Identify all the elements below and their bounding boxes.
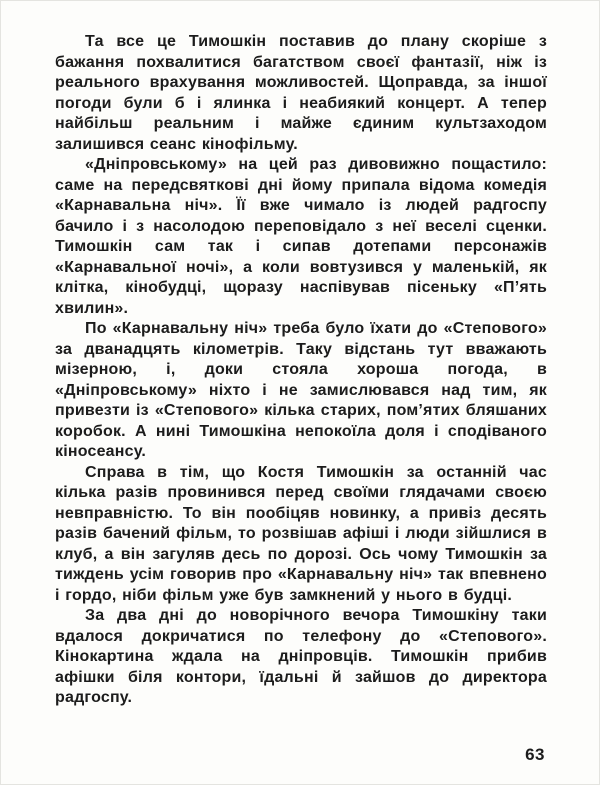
paragraph-3: По «Карнавальну ніч» треба було їхати до «Степового» за дванадцять кілометрів. Таку відстань тут вважають мізерною, і, доки стояла хороша погода, в «Дніпровському» ніхто і не замислювався над тим, як привезти із «Степового» кілька старих, пом’ятих бляшаних коробок. А нині Тимошкіна непокоїла доля і сподіваного кіносеансу.	[55, 320, 547, 460]
paragraph-1: Та все це Тимошкін поставив до плану скоріше з бажання похвалитися багатством своєї фантазії, ніж із реального врахування можливостей. Щоправда, за іншої погоди були б і ялинка і неабиякий концерт. А тепер найбільш реальним і майже єдиним культзаходом залишився сеанс кінофільму.	[55, 33, 547, 153]
paragraph-2: «Дніпровському» на цей раз дивовижно пощастило: саме на передсвяткові дні йому припала відома комедія «Карнавальна ніч». Її вже чимало із людей радгоспу бачило і з насолодою переповідало з неї веселі сценки. Тимошкін сам так і сипав дотепами персонажів «Карнавальної ночі», а коли вовтузився у маленькій, як клітка, кінобудці, щоразу наспівував пісеньку «П’ять хвилин».	[55, 156, 547, 317]
text-block	[55, 32, 547, 709]
paragraph-5: За два дні до новорічного вечора Тимошкіну таки вдалося докричатися по телефону до «Степового». Кінокартина ждала на дніпровців. Тимошкін прибив афішки біля контори, їдальні й зайшов до директора радгоспу.	[55, 607, 547, 706]
paragraph-4: Справа в тім, що Костя Тимошкін за останній час кілька разів провинився перед своїми глядачами своєю невправністю. То він пообіцяв новинку, а привіз десять разів бачений фільм, то розвішав афіші і люди зійшлися в клуб, а він загуляв десь по дорозі. Ось чому Тимошкін за тиждень усім говорив про «Карнавальну ніч» так впевнено і гордо, ніби фільм уже був замкнений у нього в будці.	[55, 463, 547, 604]
page-number: 63	[525, 745, 545, 764]
